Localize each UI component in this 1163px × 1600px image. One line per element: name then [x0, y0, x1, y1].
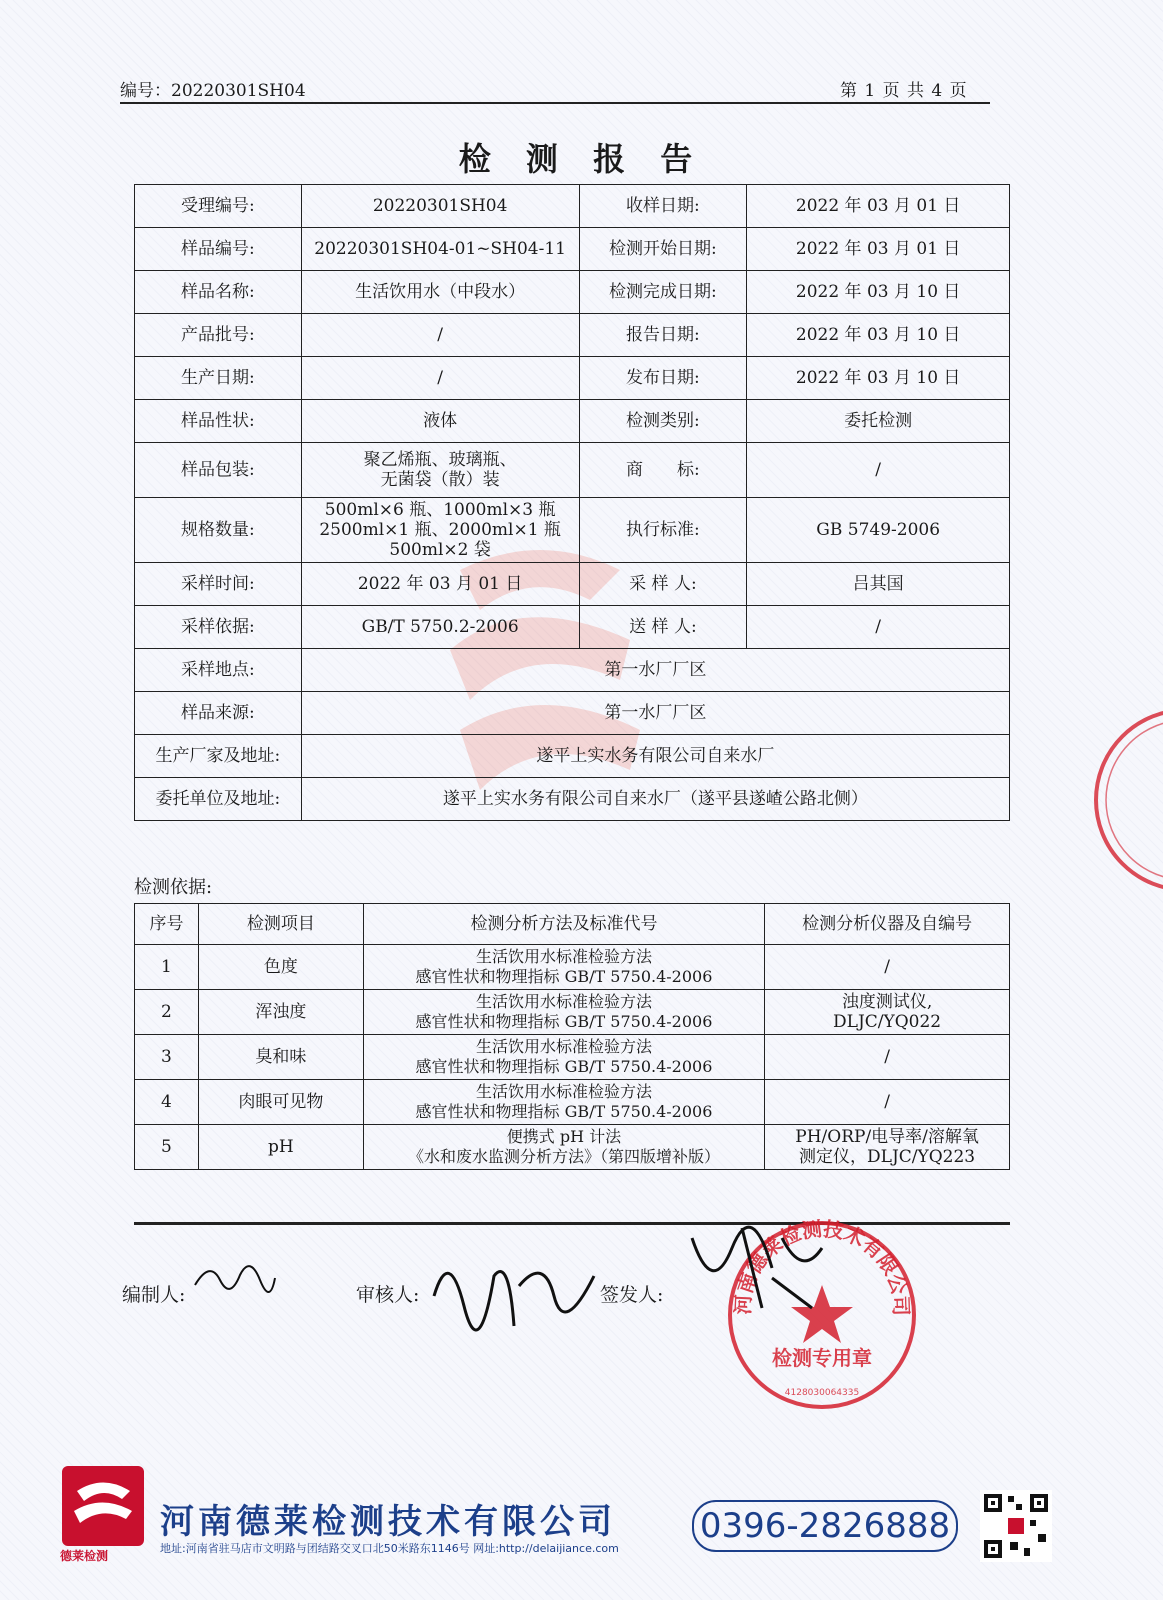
info-row [135, 357, 1010, 400]
header-divider [120, 102, 990, 104]
table-cell: 生活饮用水标准检验方法 感官性状和物理指标 GB/T 5750.4-2006 [363, 1080, 764, 1125]
info-label: 检测开始日期: [579, 228, 747, 271]
seal-center-text: 检测专用章 [772, 1346, 872, 1370]
table-cell: / [765, 1080, 1010, 1125]
table-cell: 生活饮用水标准检验方法 感官性状和物理指标 GB/T 5750.4-2006 [363, 990, 764, 1035]
column-header: 检测项目 [198, 904, 363, 945]
info-value: 500ml×6 瓶、1000ml×3 瓶 2500ml×1 瓶、2000ml×1 瓶 500ml×2 袋 [301, 498, 579, 563]
info-value: 2022 年 03 月 10 日 [747, 271, 1010, 314]
info-value: / [301, 314, 579, 357]
info-row [135, 778, 1010, 821]
info-row [135, 563, 1010, 606]
info-label: 样品包装: [135, 443, 302, 498]
reviewer-signature-icon [424, 1236, 604, 1346]
info-value: 2022 年 03 月 10 日 [747, 314, 1010, 357]
info-value: 20220301SH04-01~SH04-11 [301, 228, 579, 271]
info-row [135, 271, 1010, 314]
table-cell: 浑浊度 [198, 990, 363, 1035]
info-row [135, 498, 1010, 563]
info-label: 样品来源: [135, 692, 302, 735]
info-value: 2022 年 03 月 01 日 [301, 563, 579, 606]
column-header: 检测分析仪器及自编号 [765, 904, 1010, 945]
table-row [135, 1125, 1010, 1170]
info-value: GB/T 5750.2-2006 [301, 606, 579, 649]
info-value: / [301, 357, 579, 400]
info-label: 执行标准: [579, 498, 747, 563]
info-row [135, 314, 1010, 357]
info-label: 收样日期: [579, 185, 747, 228]
info-value: 遂平上实水务有限公司自来水厂（遂平县遂嵖公路北侧） [301, 778, 1009, 821]
table-row [135, 945, 1010, 990]
info-row [135, 400, 1010, 443]
info-label: 检测完成日期: [579, 271, 747, 314]
info-value: 液体 [301, 400, 579, 443]
logo-caption: 德莱检测 [60, 1549, 109, 1563]
company-phone: 0396-2826888 [692, 1500, 958, 1552]
table-cell: 生活饮用水标准检验方法 感官性状和物理指标 GB/T 5750.4-2006 [363, 945, 764, 990]
table-cell: 1 [135, 945, 199, 990]
info-value: 遂平上实水务有限公司自来水厂 [301, 735, 1009, 778]
info-label: 采 样 人: [579, 563, 747, 606]
info-label: 采样依据: [135, 606, 302, 649]
info-label: 样品名称: [135, 271, 302, 314]
table-row [135, 990, 1010, 1035]
info-label: 样品性状: [135, 400, 302, 443]
info-value: 20220301SH04 [301, 185, 579, 228]
table-cell: 浊度测试仪, DLJC/YQ022 [765, 990, 1010, 1035]
table-cell: pH [198, 1125, 363, 1170]
basis-section-label: 检测依据: [134, 877, 213, 898]
issuer-signature-icon [672, 1218, 832, 1318]
issuer-label: 签发人: [600, 1284, 664, 1306]
info-row [135, 228, 1010, 271]
test-basis-table [134, 903, 1010, 1170]
edge-seal-icon [1086, 700, 1163, 900]
info-label: 报告日期: [579, 314, 747, 357]
compiler-signature-icon [190, 1250, 280, 1300]
table-cell: 4 [135, 1080, 199, 1125]
seal-arc-text: 河南德莱检测技术有限公司 [730, 1216, 914, 1317]
table-cell: / [765, 945, 1010, 990]
info-value: 委托检测 [747, 400, 1010, 443]
company-address: 地址:河南省驻马店市文明路与团结路交叉口北50米路东1146号 网址:http://delaijiance.com [160, 1542, 619, 1555]
info-value: / [747, 443, 1010, 498]
info-label: 生产厂家及地址: [135, 735, 302, 778]
compiler-label: 编制人: [122, 1284, 186, 1306]
info-label: 受理编号: [135, 185, 302, 228]
info-value: 聚乙烯瓶、玻璃瓶、 无菌袋（散）装 [301, 443, 579, 498]
table-cell: PH/ORP/电导率/溶解氧 测定仪，DLJC/YQ223 [765, 1125, 1010, 1170]
table-cell: 5 [135, 1125, 199, 1170]
info-label: 产品批号: [135, 314, 302, 357]
info-label: 规格数量: [135, 498, 302, 563]
info-label: 委托单位及地址: [135, 778, 302, 821]
qr-code-icon [980, 1490, 1052, 1562]
company-logo-icon [62, 1466, 144, 1546]
table-cell: 便携式 pH 计法 《水和废水监测分析方法》（第四版增补版） [363, 1125, 764, 1170]
table-cell: 2 [135, 990, 199, 1035]
column-header: 序号 [135, 904, 199, 945]
seal-number-text: 4128030064335 [784, 1388, 860, 1398]
info-label: 采样地点: [135, 649, 302, 692]
report-number: 编号：20220301SH04 [120, 81, 306, 101]
company-name: 河南德莱检测技术有限公司 [160, 1502, 616, 1542]
table-row [135, 1035, 1010, 1080]
info-value: 吕其国 [747, 563, 1010, 606]
column-header: 检测分析方法及标准代号 [363, 904, 764, 945]
basis-header-row [135, 904, 1010, 945]
reviewer-label: 审核人: [356, 1284, 420, 1306]
info-row [135, 443, 1010, 498]
info-row [135, 735, 1010, 778]
info-label: 送 样 人: [579, 606, 747, 649]
info-row [135, 649, 1010, 692]
table-cell: 3 [135, 1035, 199, 1080]
table-row [135, 1080, 1010, 1125]
table-cell: 色度 [198, 945, 363, 990]
info-row [135, 606, 1010, 649]
info-label: 样品编号: [135, 228, 302, 271]
info-value: GB 5749-2006 [747, 498, 1010, 563]
info-label: 检测类别: [579, 400, 747, 443]
info-label: 采样时间: [135, 563, 302, 606]
table-cell: / [765, 1035, 1010, 1080]
info-value: 2022 年 03 月 01 日 [747, 228, 1010, 271]
info-row [135, 692, 1010, 735]
info-value: 2022 年 03 月 10 日 [747, 357, 1010, 400]
info-label: 发布日期: [579, 357, 747, 400]
info-label: 生产日期: [135, 357, 302, 400]
info-value: 第一水厂厂区 [301, 649, 1009, 692]
info-value: 生活饮用水（中段水） [301, 271, 579, 314]
info-value: / [747, 606, 1010, 649]
info-value: 2022 年 03 月 01 日 [747, 185, 1010, 228]
table-cell: 肉眼可见物 [198, 1080, 363, 1125]
info-row [135, 185, 1010, 228]
page-indicator: 第 1 页 共 4 页 [840, 81, 968, 101]
table-cell: 生活饮用水标准检验方法 感官性状和物理指标 GB/T 5750.4-2006 [363, 1035, 764, 1080]
table-cell: 臭和味 [198, 1035, 363, 1080]
info-value: 第一水厂厂区 [301, 692, 1009, 735]
sample-info-table [134, 184, 1010, 821]
page-title: 检 测 报 告 [458, 140, 705, 178]
info-label: 商 标: [579, 443, 747, 498]
